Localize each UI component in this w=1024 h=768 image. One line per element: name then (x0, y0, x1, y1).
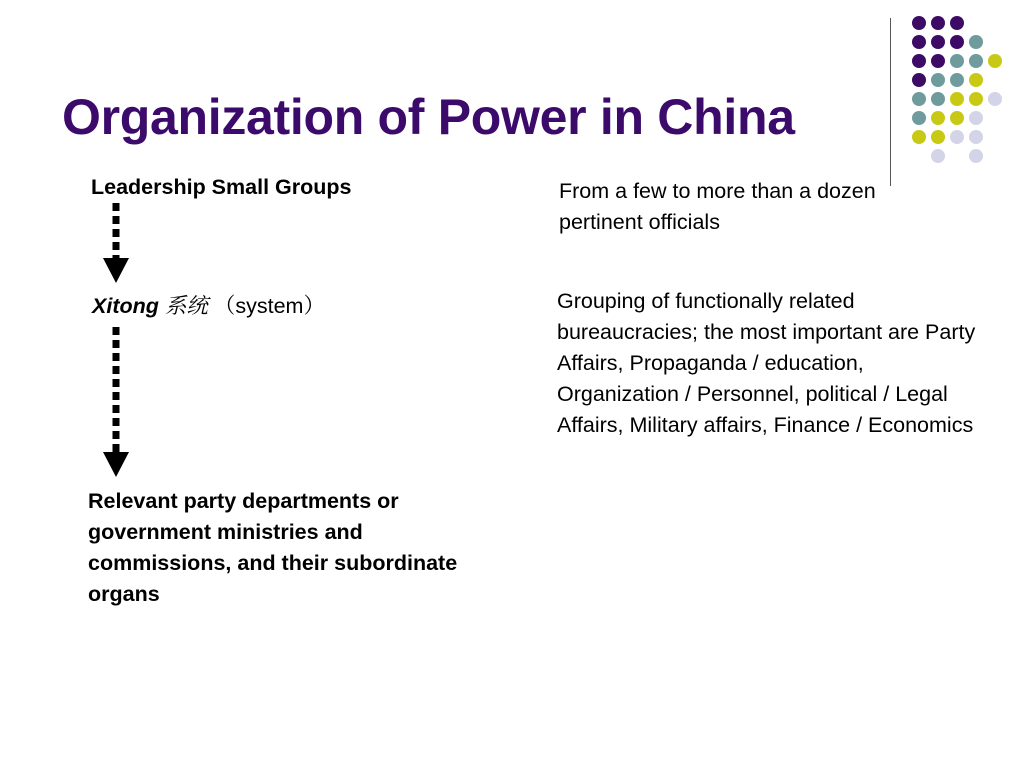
arrow-head-down-icon (103, 452, 129, 477)
xitong-term: Xitong (92, 294, 159, 318)
decorative-dot (931, 73, 945, 87)
decorative-dot (931, 16, 945, 30)
decorative-dot (931, 149, 945, 163)
decorative-dot (950, 35, 964, 49)
decorative-dot (912, 73, 926, 87)
xitong-chinese: 系统 (164, 294, 208, 319)
decorative-dot (931, 130, 945, 144)
decorative-dot (950, 54, 964, 68)
leadership-description: From a few to more than a dozen pertinent officials (559, 179, 876, 234)
decorative-dot (969, 54, 983, 68)
decorative-dot (912, 111, 926, 125)
title-divider (890, 18, 891, 186)
decorative-dot (950, 73, 964, 87)
decorative-dot (969, 111, 983, 125)
arrow-xitong-to-relevant (103, 327, 129, 477)
decorative-dot (988, 54, 1002, 68)
decorative-dot (950, 16, 964, 30)
decorative-dot (931, 111, 945, 125)
decorative-dot (969, 130, 983, 144)
decorative-dot (931, 54, 945, 68)
decorative-dot (950, 111, 964, 125)
slide-title: Organization of Power in China (62, 89, 795, 145)
decorative-dot (912, 35, 926, 49)
node-relevant-departments: Relevant party departments or government ministries and commissions, and their subordinate organs (88, 489, 458, 606)
decorative-dot (969, 149, 983, 163)
node-xitong (92, 291, 325, 322)
arrow-leadership-to-xitong (103, 203, 129, 283)
decorative-dot (912, 92, 926, 106)
decorative-dot (969, 73, 983, 87)
decorative-dot (912, 130, 926, 144)
xitong-description: Grouping of functionally related bureaucracies; the most important are Party Affairs, Propaganda / education, Organization / Personnel, political / Legal Affairs, Military affairs, Finance / Economics (557, 289, 976, 437)
decorative-dot (950, 92, 964, 106)
decorative-dot (912, 16, 926, 30)
decorative-dot (931, 35, 945, 49)
decorative-dot (912, 54, 926, 68)
decorative-dot (988, 92, 1002, 106)
decorative-dot (969, 35, 983, 49)
arrow-head-down-icon (103, 258, 129, 283)
decorative-dot (969, 92, 983, 106)
decorative-dot (931, 92, 945, 106)
xitong-gloss: （system） (213, 294, 325, 318)
node-leadership-small-groups: Leadership Small Groups (91, 175, 352, 199)
decorative-dot (950, 130, 964, 144)
